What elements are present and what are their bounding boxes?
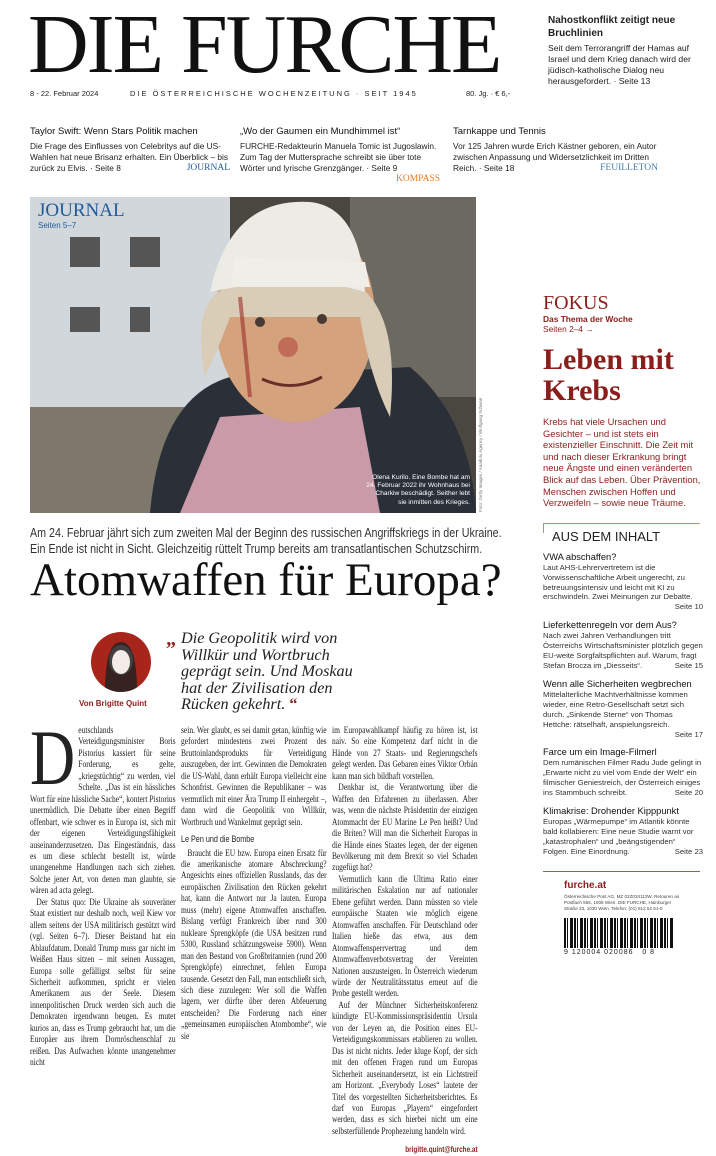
- issue-date: 8 - 22. Februar 2024: [30, 89, 99, 98]
- imprint: Österreichische Post AG, MZ 02Z034113W, Retouren an Postfach 555, 1008 Wien. DIE FURCHE, Hainburger Straße 33, 1030 Wien. Telefon: (01) 512 52 61-0: [564, 893, 680, 911]
- issue-price: 80. Jg. · € 6,-: [466, 89, 511, 98]
- article-subtitle: Le Pen und die Bombe: [181, 834, 255, 845]
- teaser-journal[interactable]: [30, 126, 230, 174]
- contents-item-text: Europas „Wärmepumpe“ im Atlantik könnte bald kollabieren: Eine neue Studie warnt vor „katastrophalen“ und „beängstigenden“ Folgen. Eine Einordnung.: [543, 817, 694, 856]
- barcode: [564, 918, 674, 948]
- fokus-label: FOKUS: [543, 292, 609, 314]
- paragraph: eutschlands Verteidigungsminister Boris Pistorius kassiert für seine Forderung, es gelte, „kriegstüchtig“ zu werden, viel Schelte. „Das ist ein hässliches Wort für eine hässliche Sache“, kontert Pistorius unermüdlich. Die Debatte über einen Begriff offenbart, wie schwer es in Europa ist, sich mit der eigenen Verteidigungsfähigkeit auseinanderzusetzen. Das Eingeständnis, dass es um diese schlecht bestellt ist, würde unangenehme Handlungen nach sich ziehen. Solche jener Art, von denen man glaubte, sie wären ad acta gelegt.: [30, 726, 176, 897]
- photo-illustration: [30, 197, 476, 513]
- teaser-feuilleton[interactable]: [453, 126, 658, 174]
- fokus-sub: Das Thema der Woche: [543, 314, 633, 324]
- pull-quote: [181, 630, 376, 713]
- contents-item[interactable]: [543, 746, 703, 798]
- lead-headline: Atomwaffen für Europa?: [30, 554, 502, 606]
- journal-pages: Seiten 5–7: [38, 221, 77, 230]
- contents-list: [543, 551, 703, 857]
- top-teaser[interactable]: [548, 14, 706, 87]
- contents-item[interactable]: [543, 805, 703, 857]
- paragraph: Der Status quo: Die Ukraine als souveräner Staat existiert nur deshalb noch, weil Kiew vor allem seitens der USA militärisch gestützt wird (vgl. Seiten 6–7). Dieser Beistand hat ein Ablaufdatum. Donald Trump muss gar nicht im Weißen Haus sitzen – mit seinen Aussagen, Europa solle gefälligst selbst für seine Sicherheit aufkommen, spricht er vielen Amerikanern aus der Seele. Diesem innenpolitischen Druck werden sich auch die Demokraten irgendwann beugen. Es mutet kurios an, dass es Trump gebraucht hat, um die Europäer aus ihrem Dornröschenschlaf zu reißen. Das Aufwachen könnte unangenehmer nicht: [30, 897, 176, 1069]
- lead-subhead: Am 24. Februar jährt sich zum zweiten Mal der Beginn des russischen Angriffskriegs in der Ukraine. Ein Ende ist nicht in Sicht. Gleichzeitig rüttelt Trump bereits am transatlantischen Schutzschirm.: [30, 526, 502, 556]
- contents-item-text: Dem rumänischen Filmer Radu Jude gelingt in „Erwarte nicht zu viel vom Ende der Welt“ ein filmischer Geniestreich, der Österreich einiges ins Stammbuch schreibt.: [543, 758, 702, 798]
- quote-close-icon: “: [289, 695, 298, 713]
- section-label: JOURNAL: [186, 163, 230, 173]
- contents-item-title: Wenn alle Sicherheiten wegbrechen: [543, 678, 692, 689]
- teaser-text: FURCHE-Redakteurin Manuela Tomic ist Jugoslawin. Zum Tag der Muttersprache schreibt sie über tote Wörter und lyrische Grenzgänger. · Seite 9: [240, 141, 437, 173]
- contents-item[interactable]: [543, 678, 703, 740]
- contents-box: [543, 523, 703, 857]
- paragraph: Denkbar ist, die Verantwortung über die Waffen den Erfahrenen zu überlassen. Aber was, wenn die nächste Präsidentin der einzigen Atommacht der EU Marine Le Pen heißt? Und die Briten? Will man die Sicherheit Europas in die Hände eines Staates legen, der der eigenen Bevölkerung mit dem Brexit so viel Schaden zugefügt hat?: [332, 783, 478, 874]
- quote-open-icon: „: [166, 628, 176, 650]
- website-link[interactable]: furche.at: [564, 879, 607, 891]
- paragraph: Vermutlich kann die Ultima Ratio einer militärischen Eskalation nur auf nationaler Ebene geführt werden. Dann müssten so viele europäische Staaten wie möglich eigene Atomwaffen anschaffen. Für Deutschland oder Italien hieße das etwa, aus dem Atomwaffensperrvertrag und dem Atomwaffenverbotsvertrag der Vereinten Nationen auszusteigen. In Österreich wiederum würde der Neutralitätsstatus erneut auf die Probe gestellt werden.: [332, 874, 478, 1000]
- photo-credit: Foto: Getty Images / Anadolu Agency / Wolfgang Schwan: [478, 397, 483, 512]
- fokus-box[interactable]: [543, 293, 703, 509]
- contents-item-text: Mittelalterliche Machtverhältnisse kommen wieder, eine Retro-Gesellschaft setzt sich durch. „Sinkende Sterne“ von Thomas Hettche: rätselhaft, anspielungsreich.: [543, 689, 688, 729]
- teaser-title: Taylor Swift: Wenn Stars Politik machen: [30, 126, 198, 137]
- contents-item[interactable]: [543, 619, 703, 671]
- author-avatar: [91, 632, 151, 692]
- article-column-3: [332, 726, 478, 1155]
- contents-item-page: Seite 20: [674, 788, 703, 798]
- contents-item-title: VWA abschaffen?: [543, 551, 617, 562]
- photo-caption: Olena Kurilo. Eine Bombe hat am 24. Februar 2022 ihr Wohnhaus bei Charkiw beschädigt. Seither lebt sie inmitten des Krieges.: [366, 473, 470, 506]
- contents-item-page: Seite 17: [674, 729, 703, 739]
- right-column: [543, 293, 703, 957]
- paragraph: sein. Wer glaubt, es sei damit getan, künftig wie gefordert mindestens zwei Prozent des Bruttoinlandsprodukts für Verteidigung auszugeben, der irrt. Gewinnen die Demokraten die US-Wahl, dann erhält Europa vielleicht eine Schonfrist. Gewinnen die Republikaner – was vermutlich mit einer Ära Trump II einhergeht –, dann wird die Geopolitik von Willkür, Wortbruch und Wankelmut geprägt sein.: [181, 726, 327, 828]
- contents-item-title: Lieferkettenregeln vor dem Aus?: [543, 620, 677, 631]
- contents-item-title: Klimakrise: Drohender Kipppunkt: [543, 806, 679, 817]
- paragraph: Braucht die EU bzw. Europa einen Ersatz für die amerikanische atomare Abschreckung? Angesichts eines offiziellen Russlands, das der europäischen Zivilisation den Rücken gekehrt hat, kann die Antwort nur Ja lauten. Europa muss (mehr) eigene Atomwaffen anschaffen. Bislang verfügt Frankreich über rund 300 nukleare Sprengköpfe (die USA besitzen rund 5300, Russland schätzungsweise 5900). Wenn man den Bestand von Großbritannien (rund 200 Sprengköpfe) einrechnet, fehlen Europa tausende. Gesetzt den Fall, man entschließt sich, sich diese zuzulegen: Wer soll die Waffen lagern, wer dürfte über deren Abfeuerung entscheiden? Die Forderung nach einer „gemeinsamen europäischen Atombombe“, wie sie: [181, 848, 327, 1042]
- top-teaser-title: Nahostkonflikt zeitigt neue Bruchlinien: [548, 15, 676, 39]
- contents-item-page: Seite 23: [674, 846, 703, 856]
- author-name: Von Brigitte Quint: [79, 699, 147, 708]
- teaser-text: Vor 125 Jahren wurde Erich Kästner geboren, ein Autor zwischen Anpassung und Widersetzlichkeit im Dritten Reich. · Seite 18: [453, 141, 657, 173]
- article-column-2: [181, 726, 327, 1042]
- fokus-title: Leben mit Krebs: [543, 343, 674, 407]
- top-teaser-text: Seit dem Terrorangriff der Hamas auf Israel und dem Krieg danach wird der jüdisch-katholische Dialog neu herausgefordert. · Seite 13: [548, 43, 691, 86]
- paragraph: Auf der Münchner Sicherheitskonferenz kündigte EU-Kommissionspräsidentin Ursula von der Leyen an, die Position eines EU-Verteidigungskommissars etablieren zu wollen. Das ist nicht nichts. Jeder kluge Kopf, der sich mit den offenen Fragen rund um Europas Sicherheit auseinandersetzt, ist ein Lichtstreif am Horizont. „Everybody Loses“ lautete der Titel des vorgestellten Sicherheitsberichtes. Es darf von Europas „Playern“ eingefordert werden, dass es sich hierbei nicht um eine selbsterfüllende Prophezeiung handeln wird.: [332, 1000, 478, 1137]
- fokus-text: Krebs hat viele Ursachen und Gesichter – und ist stets ein existenzieller Einschnitt. Die Zeit mit und nach dieser Erkrankung bringt neue Ängste und einen veränderten Blick auf das Leben. Über Prävention, Menschen zwischen Hoffen und Verzweifeln – sowie neue Träume.: [543, 416, 701, 509]
- divider: [543, 871, 700, 872]
- drop-cap: D: [30, 714, 76, 801]
- masthead-title: DIE FURCHE: [28, 0, 501, 91]
- section-label: FEUILLETON: [600, 163, 658, 173]
- teaser-text: Die Frage des Einflusses von Celebritys auf die US-Wahlen hat neue Brisanz erhalten. Ein Überblick – bis zurück zu Elvis. · Seite 8: [30, 141, 229, 173]
- teaser-kompass[interactable]: [240, 126, 440, 185]
- fokus-pages: Seiten 2–4 →: [543, 324, 594, 334]
- section-label: KOMPASS: [395, 174, 440, 184]
- author-email[interactable]: brigitte.quint@furche.at: [405, 1145, 478, 1155]
- contents-item-text: Nach zwei Jahren Verhandlungen tritt Österreichs Wirtschaftsminister plötzlich gegen EU-weite Sorgfaltspflichten auf. Warum, fragt Stefan Brocza im „Diesseits“.: [543, 631, 703, 670]
- contents-item-text: Laut AHS-Lehrervertretern ist die Vorwissenschaftliche Arbeit ungerecht, zu betreuungsintensiv und leicht mit KI zu erschwindeln. Zwei Meinungen zur Debatte.: [543, 562, 693, 602]
- teaser-title: Tarnkappe und Tennis: [453, 126, 546, 137]
- contents-title: AUS DEM INHALT: [552, 528, 661, 544]
- article-column-1: [30, 714, 176, 1069]
- contents-item-title: Farce um ein Image-Filmerl: [543, 747, 657, 758]
- journal-title: JOURNAL: [38, 200, 125, 221]
- lead-photo: [30, 197, 476, 513]
- masthead-tagline: DIE ÖSTERREICHISCHE WOCHENZEITUNG · SEIT 1945: [130, 89, 418, 98]
- journal-label[interactable]: [38, 201, 125, 230]
- teaser-title: „Wo der Gaumen ein Mundhimmel ist“: [240, 126, 401, 137]
- contents-item-page: Seite 15: [674, 661, 703, 670]
- contents-item[interactable]: [543, 551, 703, 613]
- pull-quote-text: Die Geopolitik wird von Willkür und Wortbruch geprägt sein. Und Moskau hat der Zivilisation den Rücken gekehrt.: [181, 629, 353, 713]
- contents-item-page: Seite 10: [674, 602, 703, 612]
- paragraph: im Europawahlkampf häufig zu hören ist, ist naiv. So eine Kompetenz darf nicht in die Hände von 27 Staats- und Regierungschefs gelegt werden. Das Gebaren eines Viktor Orbán kann man sich bildhaft vorstellen.: [332, 726, 478, 782]
- barcode-number: 9 120004 020086 0 8: [564, 948, 656, 956]
- lead-block: [30, 526, 510, 605]
